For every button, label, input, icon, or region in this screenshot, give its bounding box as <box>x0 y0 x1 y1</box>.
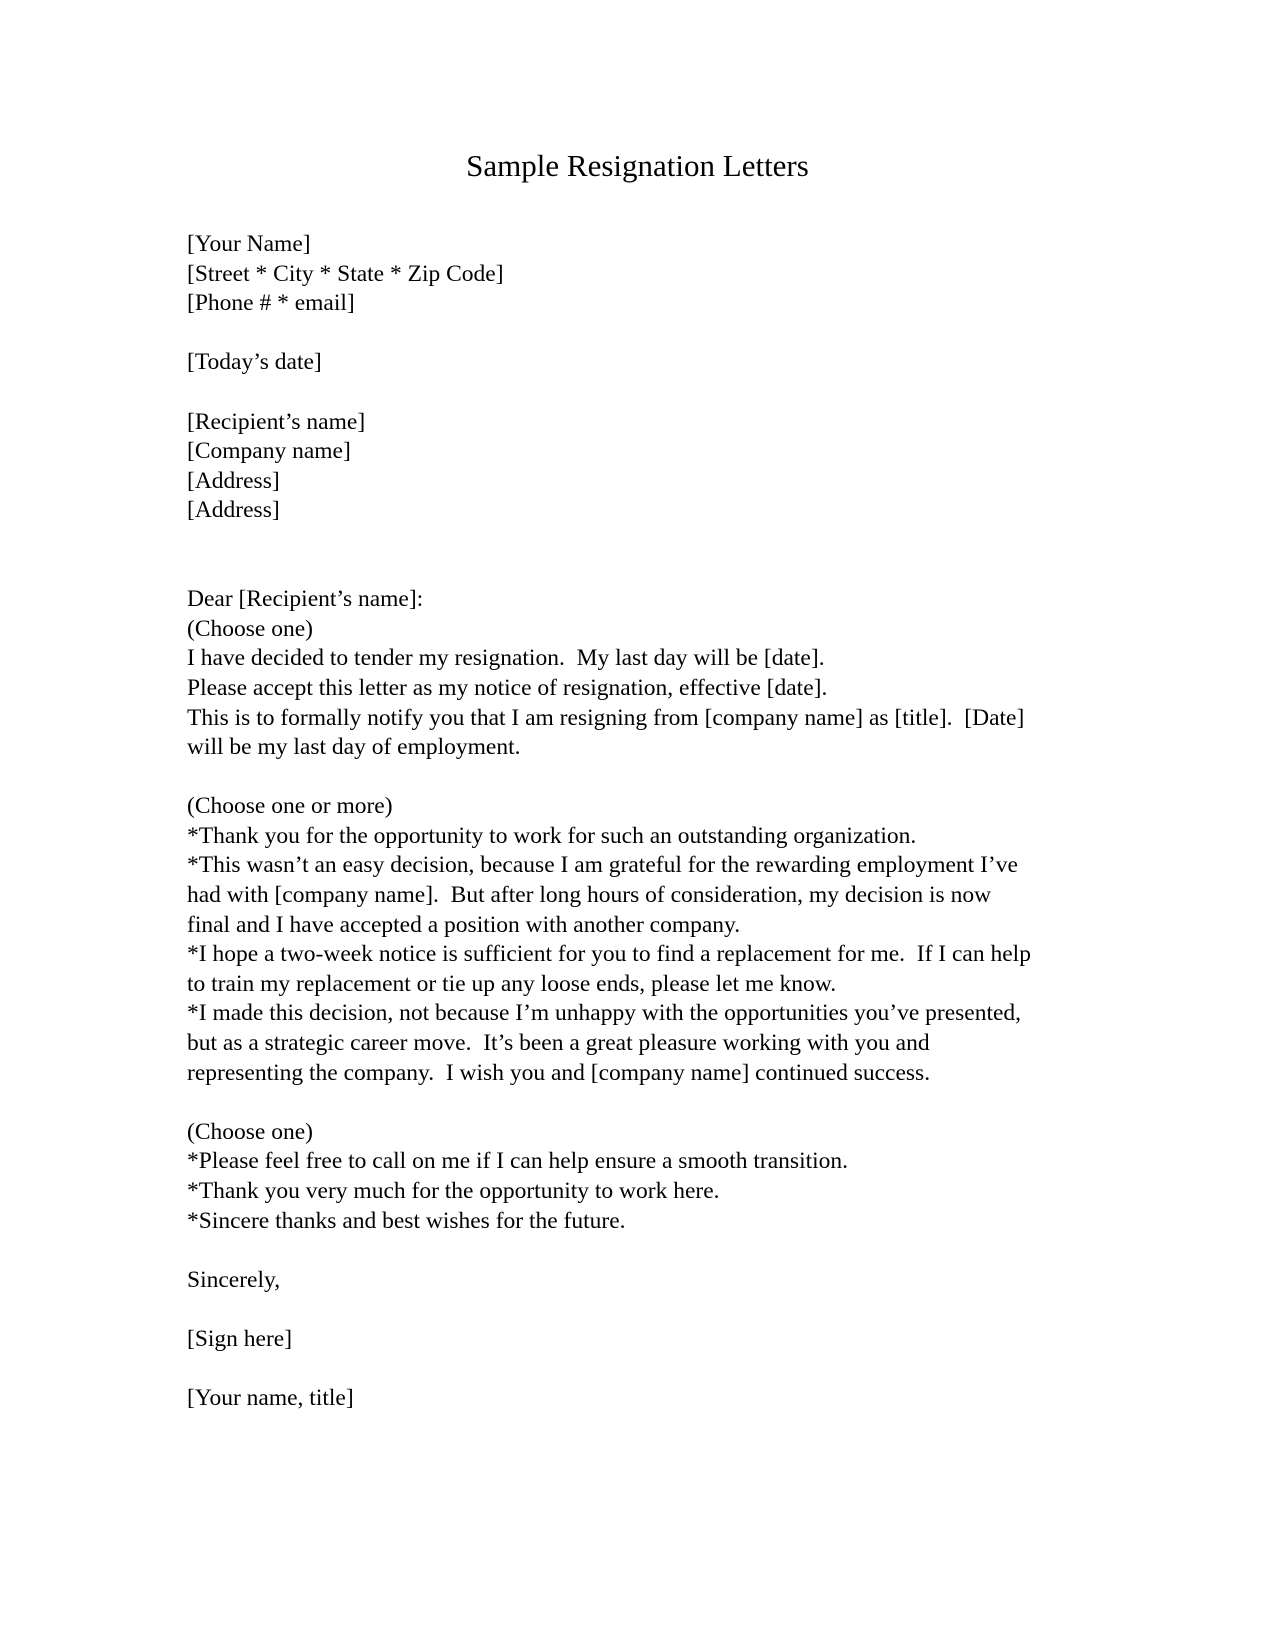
option-line: to train my replacement or tie up any loose ends, please let me know. <box>187 970 837 997</box>
recipient-company: [Company name] <box>187 438 351 465</box>
option-line: *I hope a two-week notice is sufficient for you to find a replacement for me. If I can help <box>187 941 1031 968</box>
recipient-address-2: [Address] <box>187 497 280 524</box>
option-line: *Sincere thanks and best wishes for the future. <box>187 1207 626 1234</box>
sender-block <box>187 230 1087 319</box>
salutation: Dear [Recipient’s name]: <box>187 586 424 613</box>
option-line: final and I have accepted a position with another company. <box>187 911 741 938</box>
section-instruction: (Choose one or more) <box>187 793 393 820</box>
option-line: I have decided to tender my resignation. My last day will be [date]. <box>187 645 825 672</box>
option-line: *This wasn’t an easy decision, because I am grateful for the rewarding employment I’ve <box>187 852 1018 879</box>
option-line: Please accept this letter as my notice of resignation, effective [date]. <box>187 674 828 701</box>
section-middle <box>187 792 1087 1088</box>
recipient-name: [Recipient’s name] <box>187 408 366 435</box>
option-line: representing the company. I wish you and [company name] continued success. <box>187 1059 931 1086</box>
section-closing <box>187 1118 1087 1236</box>
signature-placeholder: [Sign here] <box>187 1325 293 1352</box>
option-line: had with [company name]. But after long hours of consideration, my decision is now <box>187 882 992 909</box>
recipient-address-1: [Address] <box>187 467 280 494</box>
section-instruction: (Choose one) <box>187 615 313 642</box>
letter-body <box>187 230 1087 1414</box>
option-line: *I made this decision, not because I’m unhappy with the opportunities you’ve presented, <box>187 1000 1022 1027</box>
page-title: Sample Resignation Letters <box>466 148 809 183</box>
sender-address: [Street * City * State * Zip Code] <box>187 260 504 287</box>
recipient-block <box>187 408 1087 526</box>
option-line: *Please feel free to call on me if I can help ensure a smooth transition. <box>187 1148 849 1175</box>
letter-date: [Today’s date] <box>187 349 322 376</box>
signer-name: [Your name, title] <box>187 1385 354 1412</box>
option-line: This is to formally notify you that I am resigning from [company name] as [title]. [Date] <box>187 704 1025 731</box>
sender-name: [Your Name] <box>187 231 311 257</box>
closing: Sincerely, <box>187 1266 281 1293</box>
sender-contact: [Phone # * email] <box>187 290 355 317</box>
option-line: *Thank you very much for the opportunity to work here. <box>187 1178 720 1204</box>
section-instruction: (Choose one) <box>187 1118 313 1145</box>
section-opening <box>187 615 1087 763</box>
option-line: *Thank you for the opportunity to work for such an outstanding organization. <box>187 822 917 849</box>
option-line: will be my last day of employment. <box>187 734 521 761</box>
option-line: but as a strategic career move. It’s been a great pleasure working with you and <box>187 1030 930 1057</box>
